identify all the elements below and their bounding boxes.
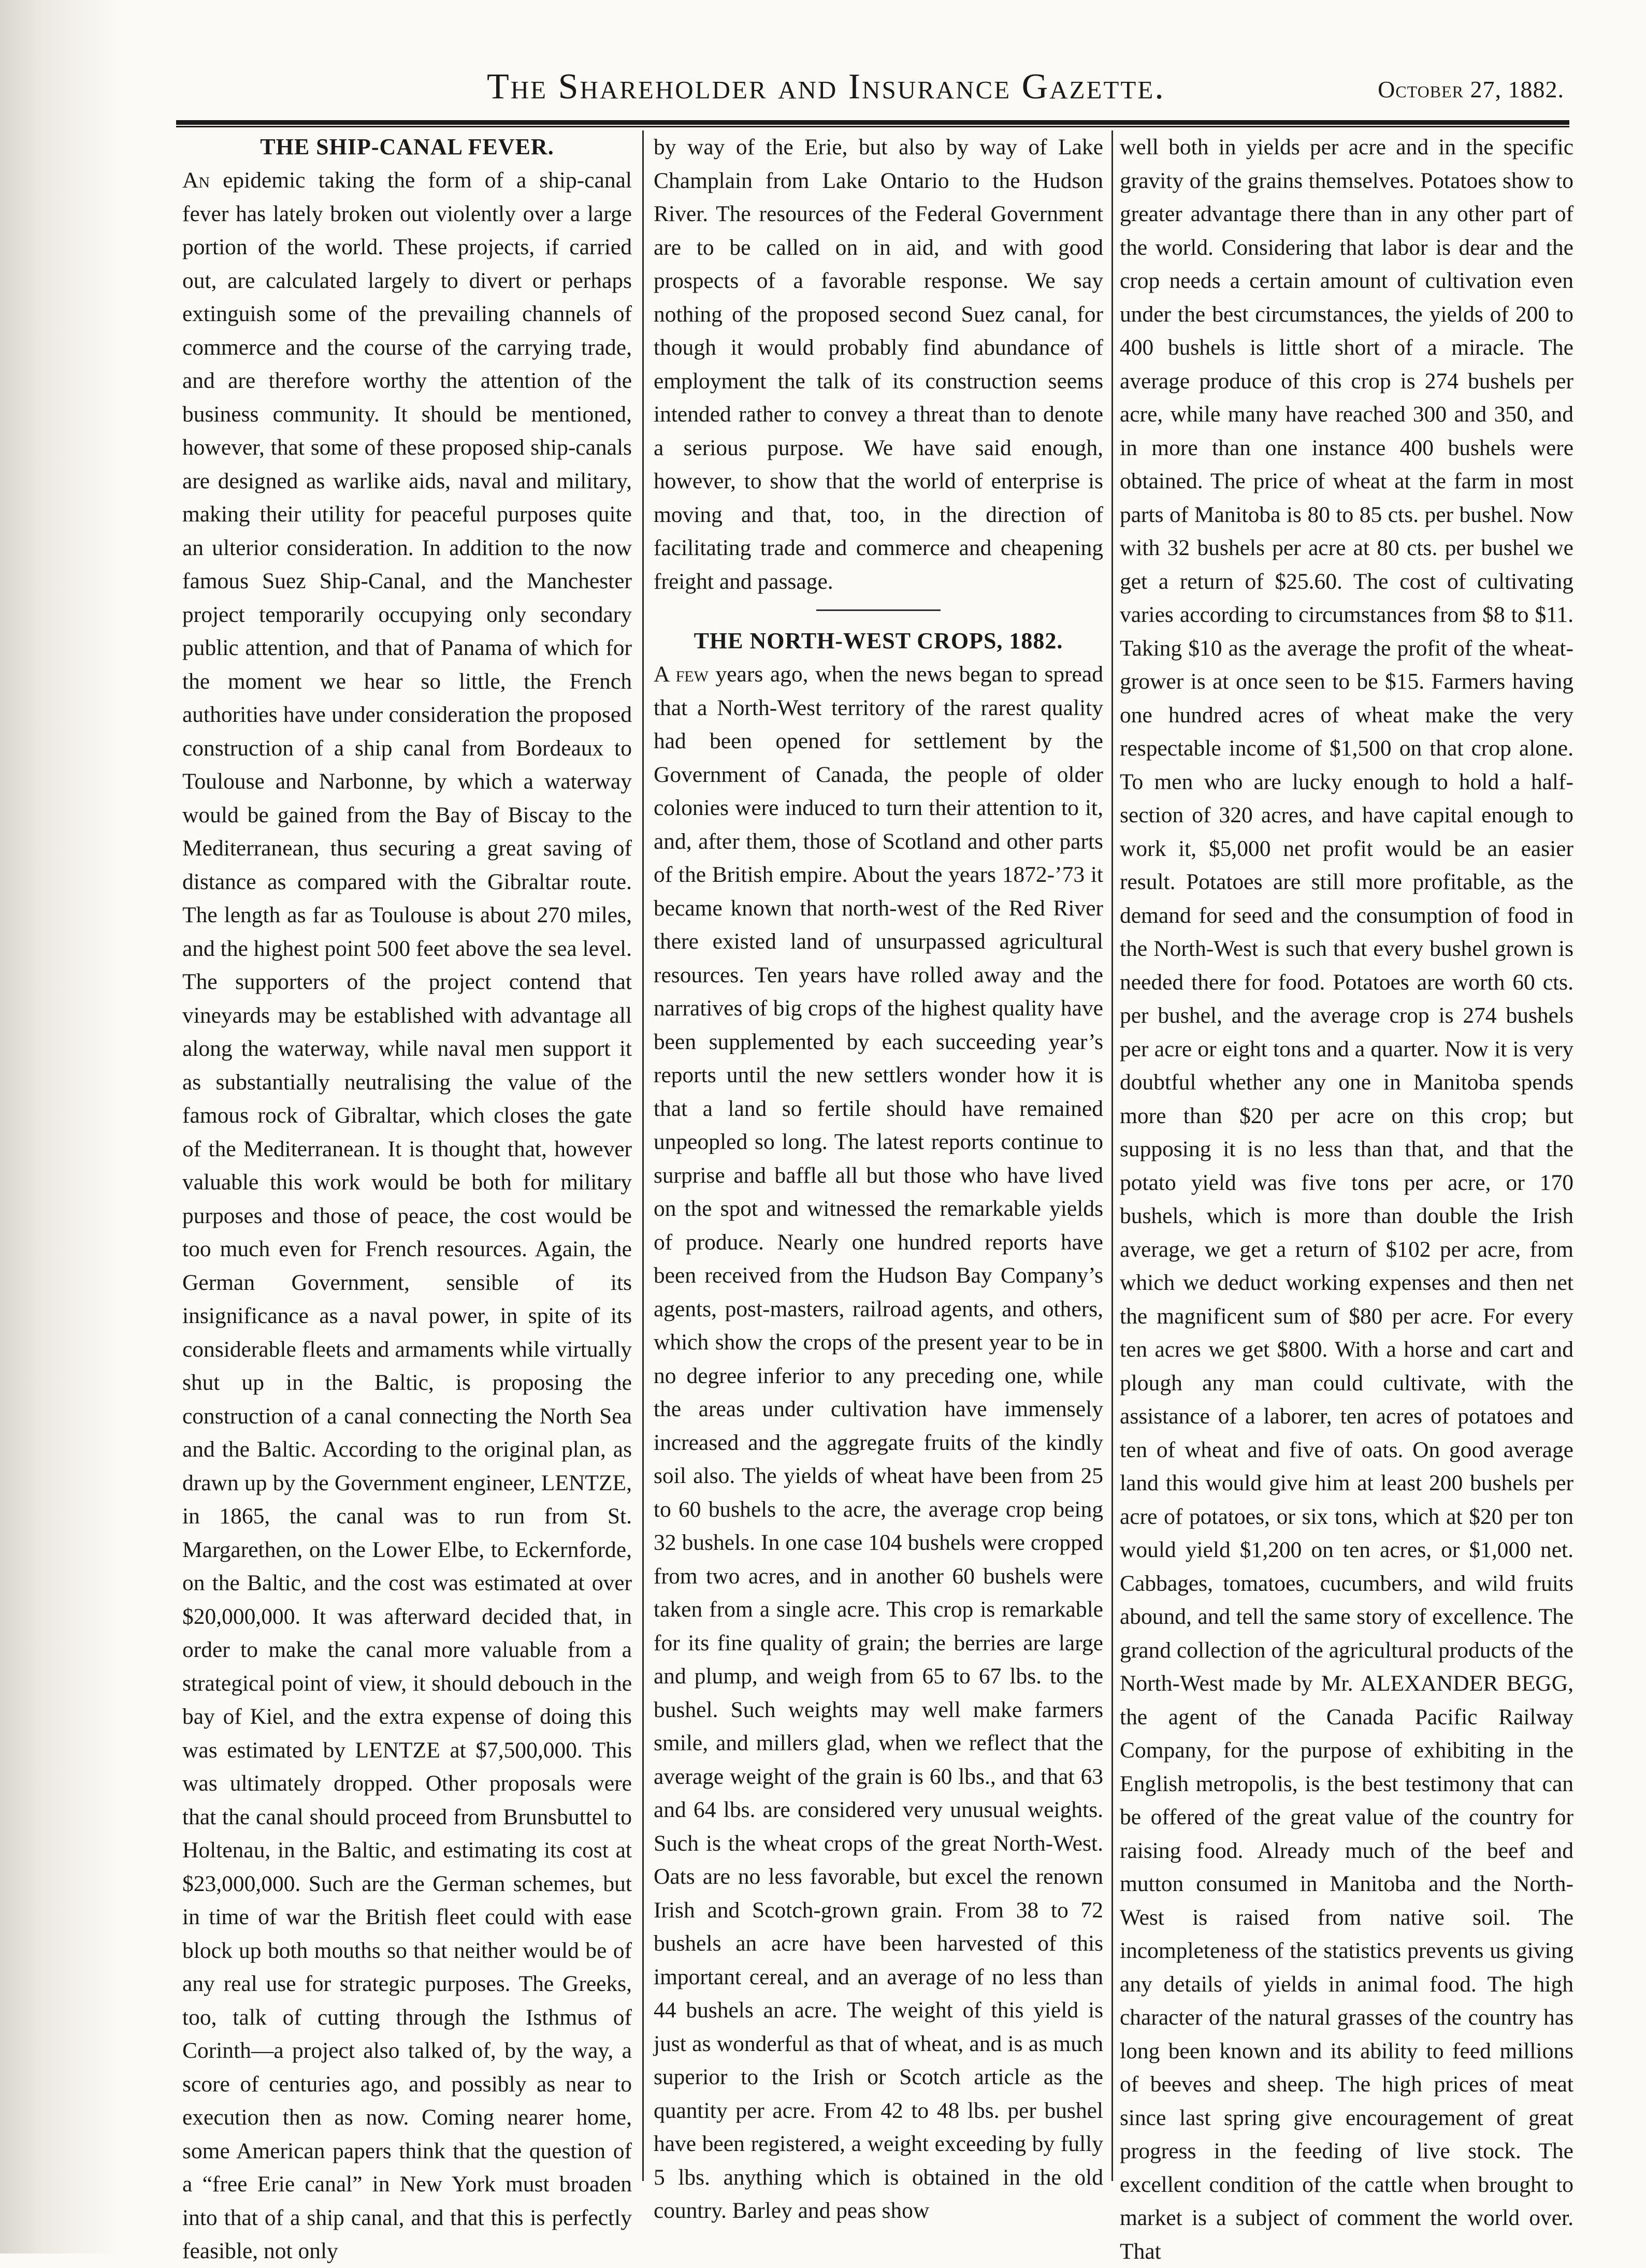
column-divider — [642, 130, 644, 2181]
publication-title: The Shareholder and Insurance Gazette. — [487, 67, 1165, 107]
article-body-ship-canal — [182, 164, 632, 2268]
issue-date: October 27, 1882. — [1378, 76, 1564, 103]
column-3 — [1120, 130, 1573, 2264]
lead-in: An — [182, 168, 210, 193]
masthead-rule — [176, 120, 1569, 127]
page-edge-shadow — [0, 0, 119, 2254]
article-separator — [816, 609, 941, 611]
column-2 — [654, 130, 1103, 2223]
masthead — [176, 61, 1564, 118]
article-heading-north-west-crops: THE NORTH-WEST CROPS, 1882. — [694, 628, 1063, 653]
article-text: years ago, when the news began to spread that a North-West territory of the rarest quality had been opened for settlement by the Government of Canada, the people of older colonies were induced to turn their attention to it, and, after them, those of Scotland and other parts of the British empire. About the years 1872-’73 it became known that north-west of the Red River there existed land of unsurpassed agricultural resources. Ten years have rolled away and the narratives of big crops of the highest quality have been supplemented by each succeeding year’s reports until the new settlers wonder how it is that a land so fertile should have remained unpeopled so long. The latest reports continue to surprise and baffle all but those who have lived on the spot and witnessed the remarkable yields of produce. Nearly one hundred reports have been received from the Hudson Bay Company’s agents, post-masters, railroad agents, and others, which show the crops of the present year to be in no degree inferior to any preceding one, while the areas under cultivation have immensely increased and the aggregate fruits of the kindly soil also. The yields of wheat have been from 25 to 60 bushels to the acre, the average crop being 32 bushels. In one case 104 bushels were cropped from two acres, and in another 60 bushels were taken from a single acre. This crop is remarkable for its fine quality of grain; the berries are large and plump, and weigh from 65 to 67 lbs. to the bushel. Such weights may well make farmers smile, and millers glad, when we reflect that the average weight of the grain is 60 lbs., and that 63 and 64 lbs. are considered very unusual weights. Such is the wheat crops of the great North-West. Oats are no less favorable, but excel the renown Irish and Scotch-grown grain. From 38 to 72 bushels an acre have been harvested of this important cereal, and an average of no less than 44 bushels an acre. The weight of this yield is just as wonderful as that of wheat, and is as much superior to the Irish or Scotch article as the quantity per acre. From 42 to 48 lbs. per bushel have been registered, a weight exceeding by fully 5 lbs. anything which is obtained in the old country. Barley and peas show — [654, 662, 1103, 2223]
article-continuation-ship-canal: by way of the Erie, but also by way of Lake Champlain from Lake Ontario to the Hudson River. The resources of the Federal Government are to be called on in aid, and with good prospects of a favorable response. We say nothing of the proposed second Suez canal, for though it would probably find abundance of employment the talk of its construction seems intended rather to convey a threat than to denote a serious purpose. We have said enough, however, to show that the world of enterprise is moving and that, too, in the direction of facilitating trade and commerce and cheapening freight and passage. — [654, 135, 1103, 594]
column-divider — [1111, 130, 1113, 2181]
article-text: epidemic taking the form of a ship-canal fever has lately broken out violently over a large portion of the world. These projects, if carried out, are calculated largely to divert or perhaps extinguish some of the prevailing channels of commerce and the course of the carrying trade, and are therefore worthy the attention of the business community. It should be mentioned, however, that some of these proposed ship-canals are designed as warlike aids, naval and military, making their utility for peaceful purposes quite an ulterior consideration. In addition to the now famous Suez Ship-Canal, and the Manchester project temporarily occupying only secondary public attention, and that of Panama of which for the moment we hear so little, the French authorities have under consideration the proposed construction of a ship canal from Bordeaux to Toulouse and Narbonne, by which a waterway would be gained from the Bay of Biscay to the Mediterranean, thus securing a great saving of distance as compared with the Gibraltar route. The length as far as Toulouse is about 270 miles, and the highest point 500 feet above the sea level. The supporters of the project contend that vineyards may be established with advantage all along the waterway, while naval men support it as substantially neutralising the value of the famous rock of Gibraltar, which closes the gate of the Mediterranean. It is thought that, however valuable this work would be both for military purposes and those of peace, the cost would be too much even for French resources. Again, the German Government, sensible of its insignificance as a naval power, in spite of its considerable fleets and armaments while virtually shut up in the Baltic, is proposing the construction of a canal connecting the North Sea and the Baltic. According to the original plan, as drawn up by the Government engineer, LENTZE, in 1865, the canal was to run from St. Margarethen, on the Lower Elbe, to Eckernforde, on the Baltic, and the cost was estimated at over $20,000,000. It was afterward decided that, in order to make the canal more valuable from a strategical point of view, it should debouch in the bay of Kiel, and the extra expense of doing this was estimated by LENTZE at $7,500,000. This was ultimately dropped. Other proposals were that the canal should proceed from Brunsbuttel to Holtenau, in the Baltic, and estimating its cost at $23,000,000. Such are the German schemes, but in time of war the British fleet could with ease block up both mouths so that neither would be of any real use for strategic purposes. The Greeks, too, talk of cutting through the Isthmus of Corinth—a project also talked of, by the way, a score of centuries ago, and possibly as near to execution then as now. Coming nearer home, some American papers think that the question of a “free Erie canal” in New York must broaden into that of a ship canal, and that this is perfectly feasible, not only — [182, 168, 632, 2263]
lead-in: A few — [654, 662, 709, 687]
article-body-north-west-crops — [654, 658, 1103, 2228]
column-1 — [182, 130, 632, 2263]
article-heading-ship-canal: THE SHIP-CANAL FEVER. — [260, 134, 554, 159]
article-continuation-north-west-crops: well both in yields per acre and in the specific gravity of the grains themselves. Potatoes show to greater advantage there than in any other part of the world. Considering that labor is dear and the crop needs a certain amount of cultivation even under the best circumstances, the yields of 200 to 400 bushels is little short of a miracle. The average produce of this crop is 274 bushels per acre, while many have reached 300 and 350, and in more than one instance 400 bushels were obtained. The price of wheat at the farm in most parts of Manitoba is 80 to 85 cts. per bushel. Now with 32 bushels per acre at 80 cts. per bushel we get a return of $25.60. The cost of cultivating varies according to circumstances from $8 to $11. Taking $10 as the average the profit of the wheat-grower is at once seen to be $15. Farmers having one hundred acres of wheat make the very respectable income of $1,500 on that crop alone. To men who are lucky enough to hold a half-section of 320 acres, and have capital enough to work it, $5,000 net profit would be an easier result. Potatoes are still more profitable, as the demand for seed and the consumption of food in the North-West is such that every bushel grown is needed there for food. Potatoes are worth 60 cts. per bushel, and the average crop is 274 bushels per acre or eight tons and a quarter. Now it is very doubtful whether any one in Manitoba spends more than $20 per acre on this crop; but supposing it is no less than that, and that the potato yield was five tons per acre, or 170 bushels, which is more than double the Irish average, we get a return of $102 per acre, from which we deduct working expenses and then net the magnificent sum of $80 per acre. For every ten acres we get $800. With a horse and cart and plough any man could cultivate, with the assistance of a laborer, ten acres of potatoes and ten of wheat and five of oats. On good average land this would give him at least 200 bushels per acre of potatoes, or six tons, which at $20 per ton would yield $1,200 on ten acres, or $1,000 net. Cabbages, tomatoes, cucumbers, and wild fruits abound, and tell the same story of excellence. The grand collection of the agricultural products of the North-West made by Mr. ALEXANDER BEGG, the agent of the Canada Pacific Railway Company, for the purpose of exhibiting in the English metropolis, is the best testimony that can be offered of the great value of the country for raising food. Already much of the beef and mutton consumed in Manitoba and the North-West is raised from native soil. The incompleteness of the statistics prevents us giving any details of yields in animal food. The high character of the natural grasses of the country has long been known and its ability to feed millions of beeves and sheep. The high prices of meat since last spring give encouragement of great progress in the feeding of live stock. The excellent condition of the cattle when brought to market is a subject of comment the world over. That — [1120, 135, 1573, 2264]
